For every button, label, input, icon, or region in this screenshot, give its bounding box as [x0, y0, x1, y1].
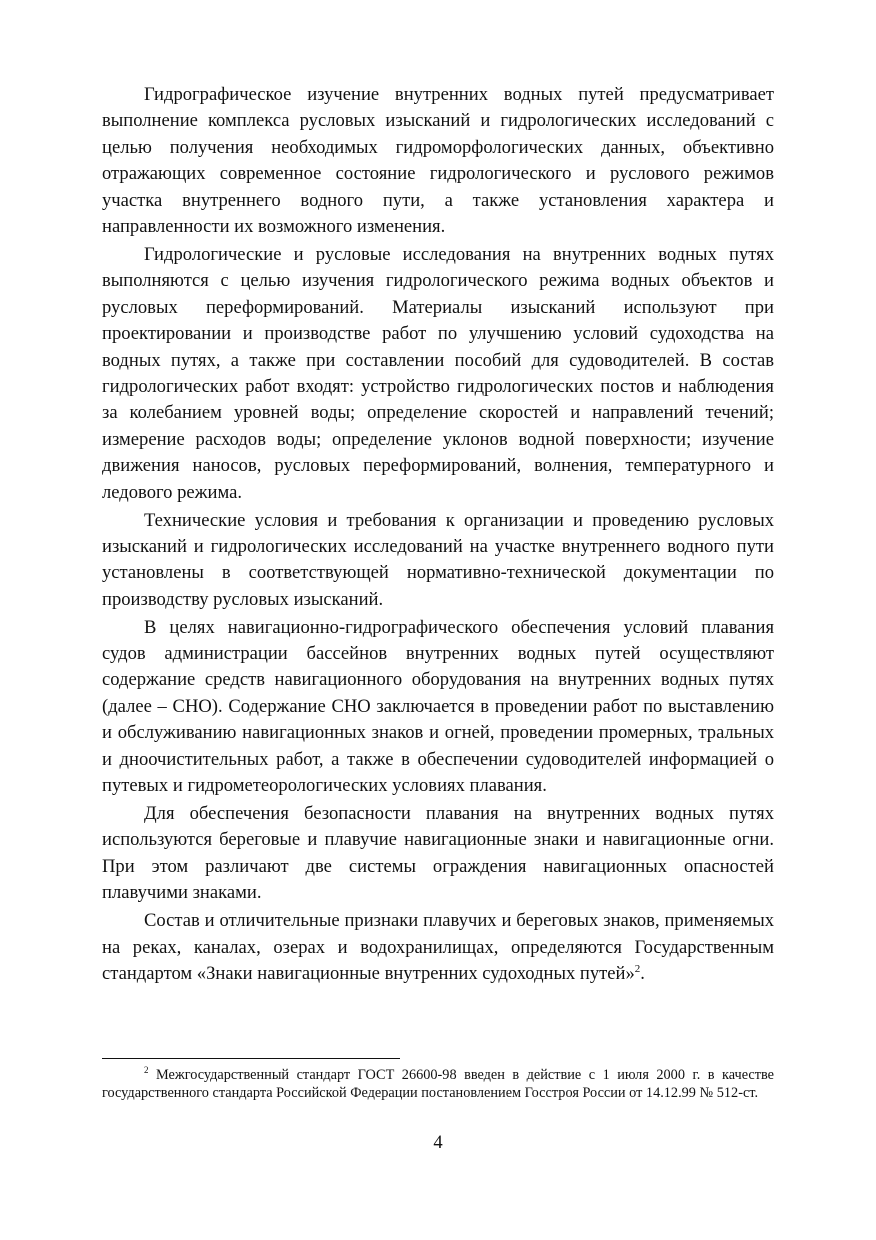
footnote-text: Межгосударственный стандарт ГОСТ 26600-98 введен в действие с 1 июля 2000 г. в качестве государственного стандарта Российской Федерации постановлением Госстроя России от 14.12.99 № 512-ст. [102, 1067, 774, 1101]
paragraph-navigation-safety: Для обеспечения безопасности плавания на внутренних водных путях используются береговые и плавучие навигационные знаки и навигационные огни. При этом различают две системы ограждения навигационных опасностей плавучими знаками. [102, 802, 774, 904]
paragraph-navigation-support: В целях навигационно-гидрографического обеспечения условий плавания судов администрации бассейнов внутренних водных путей осуществляют содержание средств навигационного оборудования на внутренних водных путях (далее – СНО). Содержание СНО заключается в проведении работ по выставлению и обслуживанию навигационных знаков и огней, проведении промерных, тральных и дноочистительных работ, а также в обеспечении судоводителей информацией о путевых и гидрометеорологических условиях плавания. [102, 616, 774, 797]
footnote-mark: 2 [144, 1065, 149, 1076]
page-body [102, 82, 774, 989]
paragraph-hydrological-research: Гидрологические и русловые исследования на внутренних водных путях выполняются с целью изучения гидрологического режима водных объектов и русловых переформирований. Материалы изысканий используют при проектировании и производстве работ по улучшению условий судоходства на водных путях, а также при составлении пособий для судоводителей. В состав гидрологических работ входят: устройство гидрологических постов и наблюдения за колебанием уровней воды; определение скоростей и направлений течений; измерение расходов воды; определение уклонов водной поверхности; изучение движения наносов, русловых переформирований, волнения, температурного и ледового режима. [102, 243, 774, 503]
page-number: 4 [433, 1132, 443, 1153]
footnote-reference[interactable]: 2 [634, 962, 641, 975]
footnote-separator [102, 1058, 400, 1059]
paragraph-signs-standard-text: Состав и отличительные признаки плавучих и береговых знаков, применяемых на реках, каналах, озерах и водохранилищах, определяются Государственным стандартом «Знаки навигационные внутренних судоходных путей» [102, 910, 774, 984]
paragraph-hydrographic-study: Гидрографическое изучение внутренних водных путей предусматривает выполнение комплекса русловых изысканий и гидрологических исследований с целью получения необходимых гидроморфологических данных, объективно отражающих современное состояние гидрологического и руслового режимов участка внутреннего водного пути, а также установления характера и направленности их возможного изменения. [102, 84, 774, 238]
footnote [102, 1067, 774, 1102]
paragraph-technical-conditions: Технические условия и требования к организации и проведению русловых изысканий и гидрологических исследований на участке внутреннего водного пути установлены в соответствующей нормативно-технической документации по производству русловых изысканий. [102, 509, 774, 610]
paragraph-end-punctuation: . [640, 962, 645, 984]
paragraph-signs-standard [102, 908, 774, 987]
